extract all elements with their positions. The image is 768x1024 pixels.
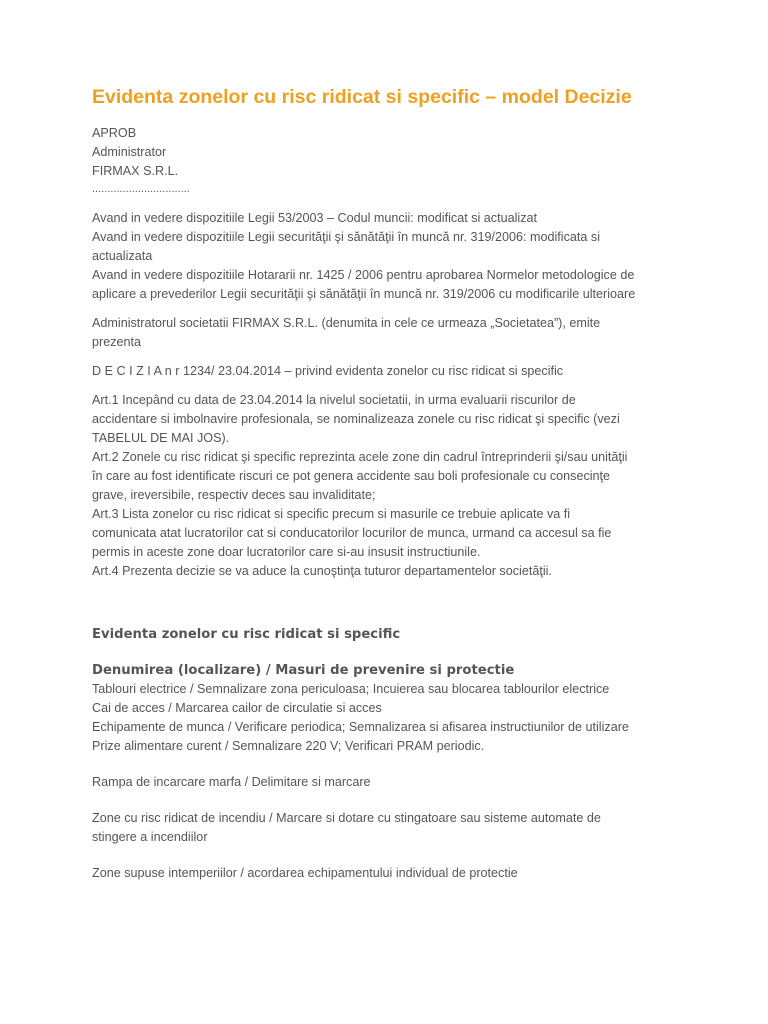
article-line: comunicata atat lucratorilor cat si conducatorilor locurilor de munca, urmand ca accesul sa fie [92,526,612,540]
consideration-line: aplicare a prevederilor Legii securităţii şi sănătăţii în muncă nr. 319/2006 cu modificarile ulterioare [92,287,636,301]
approval-line: APROB [92,126,137,140]
consideration-line: Avand in vedere dispozitiile Hotararii nr. 1425 / 2006 pentru aprobarea Normelor metodologice de [92,268,635,282]
zone-row: Cai de acces / Marcarea cailor de circulatie si acces [92,701,382,715]
article-line: permis in aceste zone doar lucratorilor care si-au insusit instructiunile. [92,545,481,559]
articles-block [92,391,688,581]
article-line: Art.1 Incepând cu data de 23.04.2014 la nivelul societatii, in urma evaluarii riscurilor de [92,393,576,407]
zone-row: Tablouri electrice / Semnalizare zona periculoasa; Incuierea sau blocarea tablourilor electrice [92,682,610,696]
decision-heading [92,362,688,381]
issuer-line: prezenta [92,335,142,349]
zone-row-weather: Zone supuse intemperiilor / acordarea echipamentului individual de protectie [92,866,518,880]
considerations-block [92,209,688,304]
zones-list [92,680,688,756]
zone-row-ramp: Rampa de incarcare marfa / Delimitare si marcare [92,775,371,789]
article-line: Art.3 Lista zonelor cu risc ridicat si specific precum si masurile ce trebuie aplicate va fi [92,507,571,521]
consideration-line: Avand in vedere dispozitiile Legii 53/2003 – Codul muncii: modificat si actualizat [92,211,537,225]
approval-block [92,124,688,197]
document-title: Evidenta zonelor cu risc ridicat si specific – model Decizie [92,86,632,108]
consideration-line: actualizata [92,249,153,263]
section-title: Evidenta zonelor cu risc ridicat si specific [92,627,401,642]
signature-line: ................................ [92,183,190,195]
article-line: accidentare si imbolnavire profesionala, se nominalizeaza zonele cu risc ridicat şi specific (vezi [92,412,620,426]
issuer-line: Administratorul societatii FIRMAX S.R.L. (denumita in cele ce urmeaza „Societatea”), emite [92,316,601,330]
zone-row-line: Zone cu risc ridicat de incendiu / Marcare si dotare cu stingatoare sau sisteme automate de [92,811,601,825]
article-line: în care au fost identificate riscuri ce pot genera accidente sau boli profesionale cu consecinţe [92,469,611,483]
article-line: Art.2 Zonele cu risc ridicat şi specific reprezinta acele zone din cadrul întreprinderii şi/sau unităţii [92,450,628,464]
approval-company: FIRMAX S.R.L. [92,164,179,178]
table-header: Denumirea (localizare) / Masuri de prevenire si protectie [92,663,515,678]
article-line: Art.4 Prezenta decizie se va aduce la cunoştinţa tuturor departamentelor societăţii. [92,564,552,578]
consideration-line: Avand in vedere dispozitiile Legii securităţii şi sănătăţii în muncă nr. 319/2006: modificata si [92,230,600,244]
zone-row: Echipamente de munca / Verificare periodica; Semnalizarea si afisarea instructiunilor de utilizare [92,720,629,734]
article-line: TABELUL DE MAI JOS). [92,431,230,445]
zone-row-fire [92,809,688,847]
approval-role: Administrator [92,145,167,159]
zone-row: Prize alimentare curent / Semnalizare 220 V; Verificari PRAM periodic. [92,739,485,753]
decision-line: D E C I Z I A n r 1234/ 23.04.2014 – privind evidenta zonelor cu risc ridicat si specific [92,364,564,378]
article-line: grave, ireversibile, respectiv deces sau invaliditate; [92,488,376,502]
zone-row-line: stingere a incendiilor [92,830,208,844]
issuer-paragraph [92,314,688,352]
